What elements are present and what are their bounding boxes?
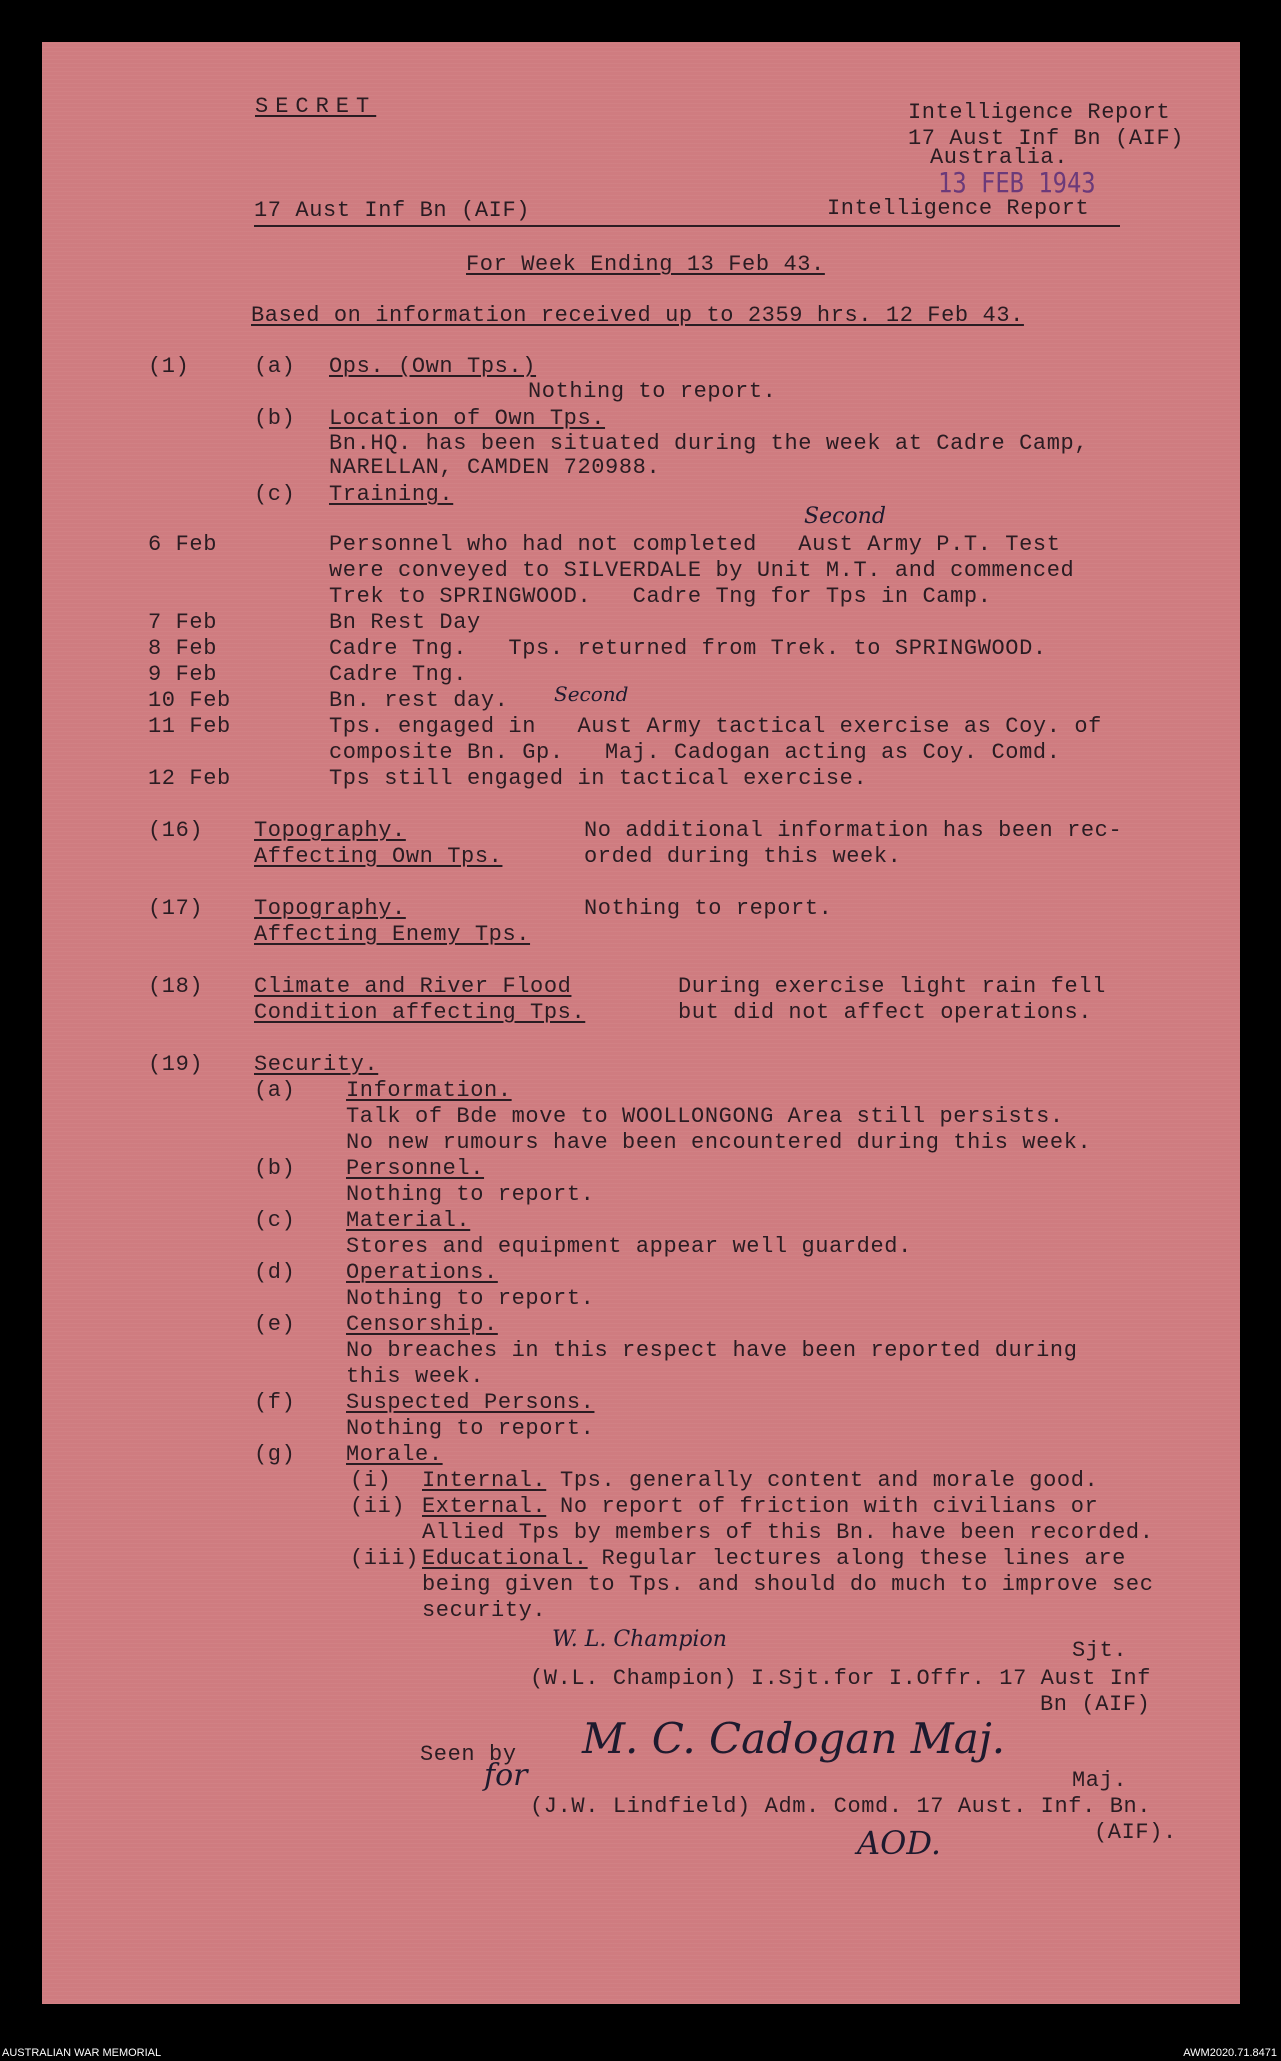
header-rule: [254, 225, 1120, 227]
entry-line: composite Bn. Gp. Maj. Cadogan acting as Coy. Comd.: [329, 740, 1061, 765]
section-17-title2: Affecting Enemy Tps.: [254, 922, 531, 947]
morale-i-line: [422, 1468, 1098, 1494]
report-right: Intelligence Report: [827, 196, 1090, 221]
section-16-title2: Affecting Own Tps.: [254, 844, 503, 869]
entry-line: Tps. engaged in Aust Army tactical exercise as Coy. of: [329, 714, 1102, 739]
section-18-title1: Climate and River Flood: [254, 974, 572, 999]
right-unit: 17 Aust Inf Bn (AIF): [908, 126, 1185, 151]
section-19f-text: Nothing to report.: [346, 1416, 595, 1441]
entry-line: Bn Rest Day: [329, 610, 481, 635]
entry-date: 9 Feb: [148, 662, 218, 687]
section-1b-title: Location of Own Tps.: [329, 406, 606, 431]
week-ending: For Week Ending 13 Feb 43.: [466, 252, 825, 277]
footer-catalogue-id: AWM2020.71.8471: [1183, 2047, 1277, 2059]
handwritten-second-1: Second: [804, 504, 886, 529]
entry-line: were conveyed to SILVERDALE by Unit M.T. and commenced: [329, 558, 1075, 583]
date-stamp: 13 FEB 1943: [938, 166, 1096, 199]
right-place: Australia.: [930, 145, 1069, 170]
morale-iii-text: Regular lectures along these lines are: [587, 1546, 1126, 1571]
section-1a-title: Ops. (Own Tps.): [329, 354, 537, 379]
entry-line: Trek to SPRINGWOOD. Cadre Tng for Tps in Camp.: [329, 584, 992, 609]
signature-line2: Bn (AIF): [1040, 1692, 1151, 1717]
section-19g-label: (g): [254, 1442, 296, 1467]
section-19e-label: (e): [254, 1312, 296, 1337]
section-1b-label: (b): [254, 406, 296, 431]
right-title: Intelligence Report: [908, 100, 1171, 125]
section-17-title1: Topography.: [254, 896, 406, 921]
section-19c-text: Stores and equipment appear well guarded.: [346, 1234, 912, 1259]
morale-iii-line3: security.: [422, 1598, 547, 1623]
morale-iii-label: (iii): [350, 1546, 420, 1571]
section-19b-text: Nothing to report.: [346, 1182, 595, 1207]
section-19-title: Security.: [254, 1052, 379, 1077]
entry-date: 10 Feb: [148, 688, 231, 713]
section-1c-label: (c): [254, 482, 296, 507]
handwritten-initials: AOD.: [857, 1824, 942, 1862]
section-19d-title: Operations.: [346, 1260, 498, 1285]
section-19e-title: Censorship.: [346, 1312, 498, 1337]
handwritten-second-2: Second: [554, 682, 629, 706]
morale-ii-title: External.: [422, 1494, 547, 1519]
section-18-title2: Condition affecting Tps.: [254, 1000, 586, 1025]
morale-ii-text: No report of friction with civilians or: [546, 1494, 1099, 1519]
morale-i-label: (i): [350, 1468, 392, 1493]
morale-i-title: Internal.: [422, 1468, 547, 1493]
based-on: Based on information received up to 2359 hrs. 12 Feb 43.: [251, 303, 1024, 328]
entry-line: Cadre Tng. Tps. returned from Trek. to SPRINGWOOD.: [329, 636, 1047, 661]
document-sheet: [42, 42, 1240, 2004]
section-16-text1: No additional information has been rec-: [584, 818, 1123, 843]
section-19a-label: (a): [254, 1078, 296, 1103]
section-19d-text: Nothing to report.: [346, 1286, 595, 1311]
section-1b-line1: Bn.HQ. has been situated during the week at Cadre Camp,: [329, 431, 1089, 456]
entry-line: Personnel who had not completed Aust Army P.T. Test: [329, 532, 1061, 557]
maj-label: Maj.: [1072, 1768, 1128, 1793]
section-19d-label: (d): [254, 1260, 296, 1285]
section-18-number: (18): [148, 974, 204, 999]
section-16-text2: orded during this week.: [584, 844, 902, 869]
seen-by-label: Seen by: [420, 1742, 517, 1767]
section-19a-line2: No new rumours have been encountered during this week.: [346, 1130, 1092, 1155]
section-19a-title: Information.: [346, 1078, 512, 1103]
section-19f-label: (f): [254, 1390, 296, 1415]
signature-line4: (AIF).: [1094, 1820, 1177, 1845]
section-18-text2: but did not affect operations.: [678, 1000, 1093, 1025]
section-19b-title: Personnel.: [346, 1156, 485, 1181]
entry-line: Tps still engaged in tactical exercise.: [329, 766, 868, 791]
section-1c-title: Training.: [329, 482, 454, 507]
sjt-label: Sjt.: [1072, 1638, 1128, 1663]
section-19-number: (19): [148, 1052, 204, 1077]
handwritten-signature-cadogan: M. C. Cadogan Maj.: [582, 1714, 1006, 1763]
morale-ii-line: [422, 1494, 1098, 1520]
handwritten-for: for: [484, 1758, 528, 1793]
entry-date: 6 Feb: [148, 532, 218, 557]
section-1b-line2: NARELLAN, CAMDEN 720988.: [329, 455, 661, 480]
entry-date: 12 Feb: [148, 766, 231, 791]
morale-ii-line2: Allied Tps by members of this Bn. have been recorded.: [422, 1520, 1154, 1545]
signature-line1: (W.L. Champion) I.Sjt.for I.Offr. 17 Aust Inf: [530, 1666, 1152, 1691]
entry-line: Cadre Tng.: [329, 662, 468, 687]
section-17-number: (17): [148, 896, 204, 921]
section-19b-label: (b): [254, 1156, 296, 1181]
footer-credit: AUSTRALIAN WAR MEMORIAL: [2, 2047, 162, 2059]
secret-heading: SECRET: [255, 94, 377, 119]
section-19a-line1: Talk of Bde move to WOOLLONGONG Area still persists.: [346, 1104, 1064, 1129]
section-16-number: (16): [148, 818, 204, 843]
section-19g-title: Morale.: [346, 1442, 443, 1467]
morale-ii-label: (ii): [350, 1494, 406, 1519]
handwritten-signature-champion: W. L. Champion: [552, 1627, 727, 1652]
entry-date: 11 Feb: [148, 714, 231, 739]
section-1a-label: (a): [254, 354, 296, 379]
section-19e-line1: No breaches in this respect have been reported during: [346, 1338, 1078, 1363]
morale-iii-title: Educational.: [422, 1546, 588, 1571]
morale-iii-line2: being given to Tps. and should do much to improve sec: [422, 1572, 1154, 1597]
section-1-number: (1): [148, 354, 190, 379]
unit-left: 17 Aust Inf Bn (AIF): [254, 198, 531, 223]
signature-line3: (J.W. Lindfield) Adm. Comd. 17 Aust. Inf. Bn.: [530, 1794, 1152, 1819]
morale-iii-line: [422, 1546, 1126, 1572]
section-1a-text: Nothing to report.: [528, 379, 777, 404]
morale-i-text: Tps. generally content and morale good.: [546, 1468, 1099, 1493]
section-19f-title: Suspected Persons.: [346, 1390, 595, 1415]
entry-date: 7 Feb: [148, 610, 218, 635]
section-17-text1: Nothing to report.: [584, 896, 833, 921]
entry-date: 8 Feb: [148, 636, 218, 661]
section-19c-label: (c): [254, 1208, 296, 1233]
section-19c-title: Material.: [346, 1208, 471, 1233]
section-16-title1: Topography.: [254, 818, 406, 843]
entry-line: Bn. rest day.: [329, 688, 509, 713]
section-18-text1: During exercise light rain fell: [678, 974, 1106, 999]
section-19e-line2: this week.: [346, 1364, 485, 1389]
